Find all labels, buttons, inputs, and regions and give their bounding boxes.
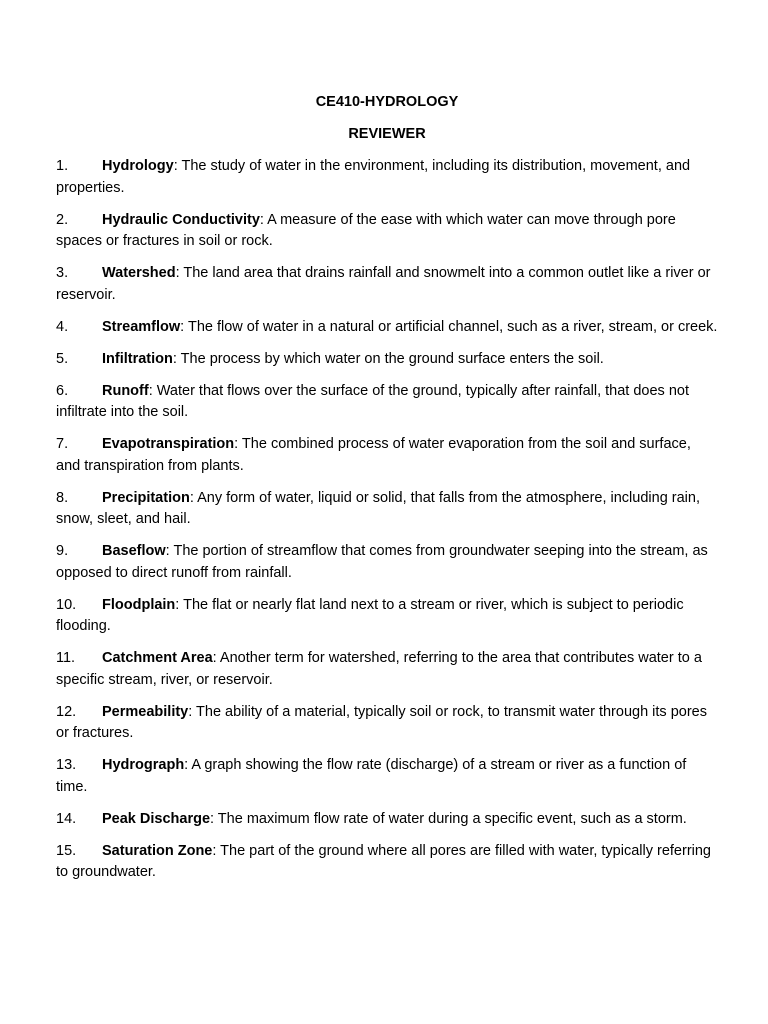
entry-term: Watershed [102, 265, 176, 281]
entry-term: Peak Discharge [102, 810, 211, 827]
entry-definition: : The part of the ground where all pores are filled with water, typically referring to groundwater. [56, 842, 711, 880]
entry-definition: : The flat or nearly flat land next to a stream or river, which is subject to periodic flooding. [56, 596, 684, 634]
glossary-entry [56, 702, 718, 745]
glossary-entry [56, 156, 718, 199]
entry-number: 5. [56, 350, 69, 367]
entry-definition: : The flow of water in a natural or artificial channel, such as a river, stream, or creek. [180, 318, 718, 335]
entry-term: Precipitation [102, 489, 190, 506]
entry-definition: : The maximum flow rate of water during a specific event, such as a storm. [210, 810, 687, 827]
entry-definition: : The study of water in the environment, including its distribution, movement, and properties. [56, 158, 691, 196]
glossary-entry [56, 841, 718, 884]
glossary-entry [56, 317, 718, 339]
entry-number: 13. [56, 757, 77, 773]
entry-number: 1. [56, 158, 69, 174]
entry-term: Runoff [102, 382, 149, 399]
entry-number: 4. [56, 318, 69, 335]
glossary-entry [56, 648, 718, 691]
glossary-entry [56, 210, 718, 253]
glossary-entry [56, 541, 718, 584]
entry-definition: : A graph showing the flow rate (discharge) of a stream or river as a function of time. [56, 757, 687, 795]
entry-definition: : The combined process of water evaporation from the soil and surface, and transpiration from plants. [56, 436, 691, 474]
entry-term: Catchment Area [102, 650, 213, 666]
entry-term: Hydrology [102, 158, 174, 174]
entry-definition: : The process by which water on the ground surface enters the soil. [172, 350, 604, 367]
glossary-entry [56, 595, 718, 638]
entry-definition: : The portion of streamflow that comes from groundwater seeping into the stream, as opposed to direct runoff from rainfall. [56, 543, 708, 581]
glossary-entry [56, 381, 718, 424]
glossary-entry [56, 488, 718, 531]
entry-definition: : Any form of water, liquid or solid, that falls from the atmosphere, including rain, snow, sleet, and hail. [56, 489, 700, 527]
document-subtitle: REVIEWER [348, 126, 426, 142]
entry-number: 3. [56, 265, 69, 281]
entry-definition: : Another term for watershed, referring to the area that contributes water to a specific stream, river, or reservoir. [56, 650, 702, 688]
entry-term: Permeability [102, 703, 189, 720]
glossary-entry [56, 349, 718, 371]
glossary-entry [56, 809, 718, 831]
entry-definition: : The land area that drains rainfall and snowmelt into a common outlet like a river or reservoir. [56, 265, 711, 303]
entry-number: 7. [56, 436, 69, 452]
entry-term: Baseflow [102, 543, 166, 559]
entry-number: 6. [56, 382, 69, 399]
entry-term: Evapotranspiration [102, 436, 235, 452]
document-title: CE410-HYDROLOGY [315, 94, 459, 110]
entry-number: 2. [56, 211, 69, 228]
entry-term: Floodplain [102, 596, 176, 613]
entry-number: 15. [56, 842, 77, 859]
entry-number: 12. [56, 703, 77, 720]
entry-term: Hydraulic Conductivity [102, 211, 260, 228]
entry-definition: : The ability of a material, typically soil or rock, to transmit water through its pores or fractures. [56, 703, 707, 741]
glossary-entry [56, 755, 718, 798]
entry-term: Streamflow [102, 318, 181, 335]
glossary-entry [56, 434, 718, 477]
glossary-list [56, 156, 718, 884]
entry-term: Saturation Zone [102, 842, 213, 859]
entry-definition: : A measure of the ease with which water can move through pore spaces or fractures in soil or rock. [56, 211, 676, 249]
entry-number: 8. [56, 489, 69, 506]
entry-term: Infiltration [102, 350, 173, 367]
glossary-entry [56, 263, 718, 306]
entry-definition: : Water that flows over the surface of the ground, typically after rainfall, that does not infiltrate into the soil. [56, 382, 689, 420]
entry-number: 11. [56, 650, 76, 666]
entry-term: Hydrograph [102, 757, 185, 773]
entry-number: 9. [56, 543, 69, 559]
entry-number: 10. [56, 596, 77, 613]
entry-number: 14. [56, 810, 77, 827]
